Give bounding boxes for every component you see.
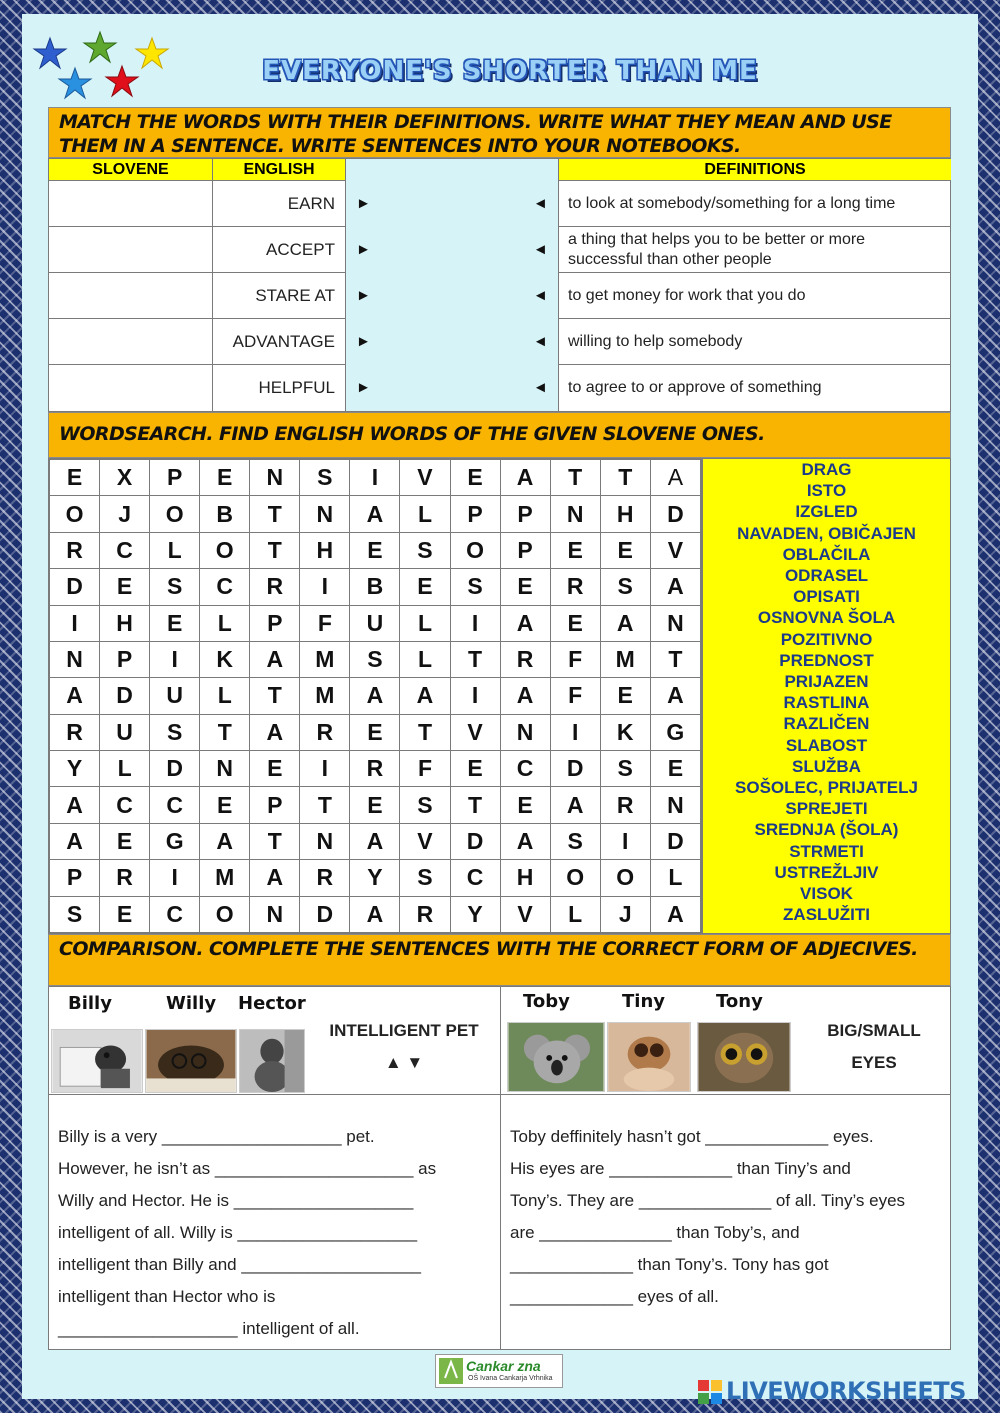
wordsearch-cell[interactable]: L	[400, 641, 450, 677]
wordsearch-cell[interactable]: V	[400, 460, 450, 496]
wordsearch-cell[interactable]: T	[250, 823, 300, 859]
wordsearch-cell[interactable]: Y	[50, 751, 100, 787]
wordlist-item: OPISATI	[793, 587, 860, 607]
wordsearch-cell[interactable]: S	[400, 787, 450, 823]
wordsearch-cell[interactable]: T	[550, 460, 600, 496]
wordsearch-cell[interactable]: S	[50, 896, 100, 933]
wordsearch-cell[interactable]: H	[500, 860, 550, 896]
wordsearch-cell[interactable]: E	[150, 605, 200, 641]
wordlist-item: RAZLIČEN	[783, 714, 870, 734]
intelligent-pet-title: INTELLIGENT PET	[329, 1021, 479, 1040]
wordsearch-cell[interactable]: S	[400, 860, 450, 896]
wordsearch-cell[interactable]: E	[100, 823, 150, 859]
comparison-panel	[48, 986, 951, 1350]
wordsearch-cell[interactable]: C	[450, 860, 500, 896]
wordsearch-cell[interactable]: R	[400, 896, 450, 933]
wordsearch-row	[50, 605, 701, 641]
match-left-arrow-icon[interactable]: ►	[356, 379, 371, 396]
wordsearch-cell[interactable]: P	[100, 641, 150, 677]
wordsearch-row	[50, 787, 701, 823]
wordsearch-cell[interactable]: F	[550, 641, 600, 677]
wordsearch-cell[interactable]: C	[100, 532, 150, 568]
wordsearch-cell[interactable]: I	[350, 460, 400, 496]
wordsearch-cell[interactable]: A	[350, 823, 400, 859]
wordsearch-row	[50, 641, 701, 677]
big-small-title: BIG/SMALL	[827, 1021, 921, 1040]
blue-star-icon	[34, 38, 66, 68]
wordsearch-cell[interactable]: N	[650, 605, 700, 641]
match-left-arrow-icon[interactable]: ►	[356, 241, 371, 258]
slovene-input[interactable]	[49, 319, 213, 365]
wordsearch-cell[interactable]: K	[200, 641, 250, 677]
wordsearch-cell[interactable]: P	[250, 605, 300, 641]
wordsearch-cell[interactable]: N	[300, 496, 350, 532]
school-logo-icon	[439, 1358, 463, 1384]
wordsearch-cell[interactable]: E	[200, 787, 250, 823]
wordsearch-cell[interactable]: A	[650, 678, 700, 714]
row-divider	[49, 1094, 950, 1095]
wordsearch-cell[interactable]: I	[300, 751, 350, 787]
wordlist-item: ISTO	[806, 481, 847, 501]
wordsearch-cell[interactable]: U	[150, 678, 200, 714]
wordsearch-cell[interactable]: N	[250, 896, 300, 933]
tiny-lemur-photo	[607, 1022, 691, 1092]
wordsearch-cell[interactable]: T	[300, 787, 350, 823]
wordsearch-cell[interactable]: A	[50, 823, 100, 859]
wordsearch-cell[interactable]: S	[400, 532, 450, 568]
wordsearch-cell[interactable]: V	[500, 896, 550, 933]
wordsearch-cell[interactable]: I	[450, 605, 500, 641]
wordsearch-cell[interactable]: J	[100, 496, 150, 532]
wordsearch-cell[interactable]: E	[600, 532, 650, 568]
wordsearch-cell[interactable]: E	[350, 532, 400, 568]
wordsearch-cell[interactable]: L	[100, 751, 150, 787]
wordlist-item: IZGLED	[795, 502, 858, 522]
wordsearch-cell[interactable]: P	[500, 496, 550, 532]
right-exercise-text[interactable]	[510, 1121, 946, 1313]
wordsearch-cell[interactable]: O	[550, 860, 600, 896]
wordsearch-cell[interactable]: R	[50, 714, 100, 750]
wordsearch-cell[interactable]: T	[250, 532, 300, 568]
wordsearch-cell[interactable]: C	[500, 751, 550, 787]
wordsearch-cell[interactable]: E	[200, 460, 250, 496]
wordsearch-cell[interactable]: N	[200, 751, 250, 787]
wordsearch-cell[interactable]: A	[500, 823, 550, 859]
wordsearch-cell[interactable]: O	[150, 496, 200, 532]
wordsearch-cell[interactable]: B	[350, 569, 400, 605]
wordsearch-cell[interactable]: N	[550, 496, 600, 532]
match-right-arrow-icon[interactable]: ◄	[533, 195, 548, 212]
wordsearch-cell[interactable]: D	[650, 496, 700, 532]
wordsearch-cell[interactable]: O	[200, 896, 250, 933]
wordsearch-cell[interactable]: G	[650, 714, 700, 750]
wordsearch-row	[50, 569, 701, 605]
wordsearch-cell[interactable]: A	[350, 896, 400, 933]
wordsearch-cell[interactable]: S	[450, 569, 500, 605]
wordsearch-cell[interactable]: D	[300, 896, 350, 933]
wordsearch-cell[interactable]: J	[600, 896, 650, 933]
wordsearch-cell[interactable]: D	[100, 678, 150, 714]
wordsearch-cell[interactable]: M	[600, 641, 650, 677]
wordlist-item: NAVADEN, OBIČAJEN	[737, 523, 916, 543]
wordsearch-cell[interactable]: A	[50, 787, 100, 823]
wordsearch-cell[interactable]: S	[150, 714, 200, 750]
exercise-line[interactable]: Tony’s. They are ______________ of all. Tiny’s eyes	[510, 1191, 906, 1210]
wordsearch-cell[interactable]: R	[550, 569, 600, 605]
wordsearch-cell[interactable]: N	[650, 787, 700, 823]
wordsearch-cell[interactable]: A	[350, 678, 400, 714]
wordsearch-cell[interactable]: L	[200, 678, 250, 714]
wordsearch-cell[interactable]: T	[450, 641, 500, 677]
matching-row	[49, 319, 950, 365]
exercise-line[interactable]: His eyes are _____________ than Tiny’s and	[510, 1159, 851, 1178]
wordsearch-cell[interactable]: I	[300, 569, 350, 605]
english-word: ADVANTAGE	[213, 319, 346, 365]
wordsearch-cell[interactable]: S	[350, 641, 400, 677]
wordsearch-cell[interactable]: A	[350, 496, 400, 532]
wordsearch-cell[interactable]: M	[200, 860, 250, 896]
column-divider	[500, 987, 501, 1349]
match-right-arrow-icon[interactable]: ◄	[533, 333, 548, 350]
wordsearch-cell[interactable]: O	[200, 532, 250, 568]
wordsearch-cell[interactable]: T	[650, 641, 700, 677]
wordsearch-cell[interactable]: L	[200, 605, 250, 641]
wordsearch-cell[interactable]: E	[50, 460, 100, 496]
wordsearch-cell[interactable]: V	[450, 714, 500, 750]
exercise-line[interactable]: Toby deffinitely hasn’t got _____________ eyes.	[510, 1127, 874, 1146]
wordsearch-row	[50, 823, 701, 859]
logo-title: Cankar zna	[466, 1358, 541, 1374]
wordsearch-cell[interactable]: K	[600, 714, 650, 750]
wordsearch-cell[interactable]: H	[300, 532, 350, 568]
wordsearch-cell[interactable]: E	[350, 787, 400, 823]
toby-koala-photo	[507, 1022, 605, 1092]
slovene-input[interactable]	[49, 365, 213, 411]
definition-text: to get money for work that you do	[559, 273, 950, 319]
wordsearch-cell[interactable]: E	[550, 532, 600, 568]
wordsearch-row	[50, 714, 701, 750]
wordsearch-cell[interactable]: A	[650, 896, 700, 933]
wordsearch-cell[interactable]: E	[500, 787, 550, 823]
wordsearch-cell[interactable]: A	[650, 460, 700, 496]
wordsearch-cell[interactable]: E	[550, 605, 600, 641]
wordsearch-cell[interactable]: L	[650, 860, 700, 896]
wordsearch-cell[interactable]: R	[300, 714, 350, 750]
wordsearch-cell[interactable]: P	[50, 860, 100, 896]
wordsearch-cell[interactable]: S	[600, 751, 650, 787]
wordsearch-cell[interactable]: T	[250, 678, 300, 714]
wordsearch-cell[interactable]: C	[100, 787, 150, 823]
english-word: EARN	[213, 181, 346, 227]
wordsearch-word-list	[702, 458, 951, 934]
wordsearch-row	[50, 896, 701, 933]
pet-name-willy: Willy	[166, 993, 217, 1014]
wordsearch-cell[interactable]: S	[600, 569, 650, 605]
pet-name-billy: Billy	[68, 993, 112, 1014]
wordsearch-row	[50, 496, 701, 532]
wordsearch-cell[interactable]: S	[550, 823, 600, 859]
wordsearch-cell[interactable]: F	[400, 751, 450, 787]
matching-row	[49, 181, 950, 227]
wordsearch-cell[interactable]: O	[450, 532, 500, 568]
wordsearch-cell[interactable]: H	[100, 605, 150, 641]
definition-text: to look at somebody/something for a long time	[559, 181, 950, 227]
wordsearch-cell[interactable]: O	[600, 860, 650, 896]
wordsearch-cell[interactable]: F	[550, 678, 600, 714]
wordlist-item: ZASLUŽITI	[783, 905, 870, 925]
wordlist-item: SLABOST	[785, 735, 868, 755]
wordlist-item: POZITIVNO	[780, 629, 873, 649]
wordsearch-cell[interactable]: A	[200, 823, 250, 859]
wordsearch-cell[interactable]: T	[250, 496, 300, 532]
wordsearch-cell[interactable]: E	[250, 751, 300, 787]
pet-name-tony: Tony	[716, 991, 763, 1012]
logo-subtitle: OŠ Ivana Cankarja Vrhnika	[468, 1375, 553, 1382]
comparison-instructions: COMPARISON. COMPLETE THE SENTENCES WITH THE CORRECT FORM OF ADJECIVES.	[48, 934, 951, 986]
wordsearch-cell[interactable]: I	[50, 605, 100, 641]
wordsearch-cell[interactable]: T	[400, 714, 450, 750]
wordsearch-cell[interactable]: G	[150, 823, 200, 859]
wordsearch-cell[interactable]: L	[400, 605, 450, 641]
wordsearch-cell[interactable]: M	[300, 641, 350, 677]
liveworksheets-brand[interactable]: LIVEWORKSHEETS	[726, 1377, 966, 1405]
wordsearch-cell[interactable]: E	[100, 896, 150, 933]
exercise-line[interactable]: Willy and Hector. He is ___________________	[58, 1191, 414, 1210]
wordsearch-cell[interactable]: R	[600, 787, 650, 823]
exercise-line[interactable]: _____________ than Tony’s. Tony has got	[510, 1255, 829, 1274]
wordlist-item: SREDNJA (ŠOLA)	[754, 820, 899, 840]
green-star-icon	[84, 32, 116, 62]
wordsearch-cell[interactable]: E	[500, 569, 550, 605]
red-star-icon	[106, 66, 138, 96]
wordsearch-cell[interactable]: E	[100, 569, 150, 605]
wordsearch-cell[interactable]: L	[150, 532, 200, 568]
wordsearch-cell[interactable]: O	[50, 496, 100, 532]
yellow-star-icon	[136, 38, 168, 68]
slovene-input[interactable]	[49, 181, 213, 227]
wordsearch-cell[interactable]: C	[150, 787, 200, 823]
slovene-input[interactable]	[49, 273, 213, 319]
wordsearch-grid	[48, 458, 702, 934]
slovene-input[interactable]	[49, 227, 213, 273]
wordlist-item: USTREŽLJIV	[774, 862, 879, 882]
wordsearch-cell[interactable]: N	[50, 641, 100, 677]
eyes-title: EYES	[851, 1053, 897, 1072]
wordlist-item: VISOK	[800, 884, 853, 904]
wordsearch-cell[interactable]: N	[250, 460, 300, 496]
wordlist-item: DRAG	[801, 460, 852, 479]
pet-name-toby: Toby	[523, 991, 570, 1012]
wordlist-item: SLUŽBA	[792, 756, 861, 776]
match-left-arrow-icon[interactable]: ►	[356, 195, 371, 212]
wordsearch-cell[interactable]: C	[200, 569, 250, 605]
matching-row	[49, 273, 950, 319]
wordsearch-cell[interactable]: A	[500, 460, 550, 496]
wordlist-item: OBLAČILA	[782, 544, 871, 564]
wordsearch-cell[interactable]: A	[250, 641, 300, 677]
wordsearch-cell[interactable]: T	[200, 714, 250, 750]
wordsearch-cell[interactable]: E	[400, 569, 450, 605]
willy-photo	[145, 1029, 237, 1093]
wordsearch-row	[50, 678, 701, 714]
wordsearch-cell[interactable]: Y	[350, 860, 400, 896]
wordsearch-cell[interactable]: L	[550, 896, 600, 933]
wordsearch-instructions: WORDSEARCH. FIND ENGLISH WORDS OF THE GIVEN SLOVENE ONES.	[48, 412, 951, 458]
match-right-arrow-icon[interactable]: ◄	[533, 379, 548, 396]
wordsearch-cell[interactable]: N	[500, 714, 550, 750]
wordlist-item: SPREJETI	[785, 799, 868, 819]
wordsearch-cell[interactable]: A	[400, 678, 450, 714]
pet-name-hector: Hector	[238, 993, 306, 1014]
wordsearch-cell[interactable]: A	[250, 860, 300, 896]
wordsearch-cell[interactable]: A	[250, 714, 300, 750]
match-left-arrow-icon[interactable]: ►	[356, 333, 371, 350]
wordlist-item: PRIJAZEN	[784, 672, 869, 692]
wordsearch-cell[interactable]: A	[50, 678, 100, 714]
wordsearch-cell[interactable]: F	[300, 605, 350, 641]
wordsearch-cell[interactable]: B	[200, 496, 250, 532]
wordsearch-cell[interactable]: A	[600, 605, 650, 641]
wordlist-item: OSNOVNA ŠOLA	[757, 608, 896, 628]
wordsearch-cell[interactable]: L	[400, 496, 450, 532]
wordsearch-cell[interactable]: I	[550, 714, 600, 750]
wordsearch-cell[interactable]: R	[50, 532, 100, 568]
wordsearch-cell[interactable]: A	[650, 569, 700, 605]
wordsearch-cell[interactable]: U	[100, 714, 150, 750]
exercise-line[interactable]: intelligent than Hector who is	[58, 1287, 276, 1306]
hector-photo	[239, 1029, 305, 1093]
wordsearch-cell[interactable]: S	[150, 569, 200, 605]
header-slovene: SLOVENE	[49, 159, 213, 181]
billy-photo	[51, 1029, 143, 1093]
wordsearch-cell[interactable]: E	[600, 678, 650, 714]
header-english: ENGLISH	[213, 159, 346, 181]
exercise-line[interactable]: However, he isn’t as _____________________ as	[58, 1159, 437, 1178]
wordsearch-cell[interactable]: E	[450, 460, 500, 496]
header-definitions: DEFINITIONS	[559, 159, 951, 181]
wordsearch-cell[interactable]: A	[550, 787, 600, 823]
wordsearch-cell[interactable]: R	[300, 860, 350, 896]
wordlist-item: PREDNOST	[779, 650, 874, 670]
wordsearch-cell[interactable]: P	[500, 532, 550, 568]
english-word: HELPFUL	[213, 365, 346, 411]
wordsearch-cell[interactable]: A	[500, 678, 550, 714]
up-down-arrows-icon: ▲ ▼	[384, 1053, 424, 1072]
wordsearch-cell[interactable]: T	[600, 460, 650, 496]
wordsearch-cell[interactable]: C	[150, 896, 200, 933]
wordsearch-cell[interactable]: P	[450, 496, 500, 532]
left-exercise-text[interactable]	[58, 1121, 488, 1345]
english-word: STARE AT	[213, 273, 346, 319]
wordlist-item: RASTLINA	[783, 693, 870, 713]
definition-text: willing to help somebody	[559, 319, 950, 365]
match-left-arrow-icon[interactable]: ►	[356, 287, 371, 304]
matching-table	[48, 158, 951, 412]
wordsearch-cell[interactable]: E	[650, 751, 700, 787]
exercise-line[interactable]: are ______________ than Toby’s, and	[510, 1223, 800, 1242]
wordsearch-cell[interactable]: M	[300, 678, 350, 714]
wordsearch-cell[interactable]: I	[450, 678, 500, 714]
exercise-line[interactable]: ___________________ intelligent of all.	[58, 1319, 360, 1338]
match-right-arrow-icon[interactable]: ◄	[533, 241, 548, 258]
wordlist-item: SOŠOLEC, PRIJATELJ	[735, 778, 918, 798]
wordsearch-cell[interactable]: E	[450, 751, 500, 787]
wordsearch-cell[interactable]: Y	[450, 896, 500, 933]
wordsearch-cell[interactable]: T	[450, 787, 500, 823]
wordsearch-cell[interactable]: R	[100, 860, 150, 896]
wordsearch-cell[interactable]: I	[600, 823, 650, 859]
page-title: EVERYONE'S SHORTER THAN ME	[262, 56, 758, 86]
wordsearch-cell[interactable]: R	[250, 569, 300, 605]
wordsearch-row	[50, 860, 701, 896]
wordsearch-cell[interactable]: E	[350, 714, 400, 750]
wordsearch-cell[interactable]: D	[450, 823, 500, 859]
wordsearch-cell[interactable]: I	[150, 641, 200, 677]
wordsearch-cell[interactable]: I	[150, 860, 200, 896]
wordsearch-row	[50, 460, 701, 496]
matching-row	[49, 227, 950, 273]
wordsearch-cell[interactable]: X	[100, 460, 150, 496]
pet-name-tiny: Tiny	[622, 991, 665, 1012]
definition-text: to agree to or approve of something	[568, 379, 822, 396]
stars-decoration	[30, 30, 175, 110]
school-logo	[435, 1354, 563, 1388]
exercise-line[interactable]: intelligent than Billy and ___________________	[58, 1255, 421, 1274]
wordlist-item: STRMETI	[789, 841, 864, 861]
wordsearch-cell[interactable]: S	[300, 460, 350, 496]
wordsearch-cell[interactable]: D	[550, 751, 600, 787]
wordsearch-row	[50, 751, 701, 787]
wordsearch-cell[interactable]: P	[250, 787, 300, 823]
wordsearch-row	[50, 532, 701, 568]
matching-instructions: MATCH THE WORDS WITH THEIR DEFINITIONS. WRITE WHAT THEY MEAN AND USE THEM IN A SENTENCE. WRITE SENTENCES INTO YOUR NOTEBOOKS.	[48, 107, 951, 158]
exercise-line[interactable]: intelligent of all. Willy is ___________________	[58, 1223, 418, 1242]
wordsearch-cell[interactable]: R	[350, 751, 400, 787]
wordsearch-cell[interactable]: D	[50, 569, 100, 605]
wordsearch-cell[interactable]: A	[500, 605, 550, 641]
wordsearch-cell[interactable]: U	[350, 605, 400, 641]
wordsearch-cell[interactable]: V	[400, 823, 450, 859]
wordsearch-cell[interactable]: D	[650, 823, 700, 859]
wordsearch-cell[interactable]: P	[150, 460, 200, 496]
exercise-line[interactable]: Billy is a very ___________________ pet.	[58, 1127, 375, 1146]
wordsearch-cell[interactable]: N	[300, 823, 350, 859]
wordsearch-cell[interactable]: R	[500, 641, 550, 677]
match-right-arrow-icon[interactable]: ◄	[533, 287, 548, 304]
liveworksheets-logo-icon	[698, 1380, 722, 1404]
definition-text: a thing that helps you to be better or more successful than other people	[559, 227, 950, 273]
blue-star-small-icon	[59, 68, 91, 98]
matching-row	[49, 365, 950, 411]
wordsearch-cell[interactable]: D	[150, 751, 200, 787]
wordsearch-cell[interactable]: H	[600, 496, 650, 532]
english-word: ACCEPT	[213, 227, 346, 273]
tony-tarsier-photo	[697, 1022, 791, 1092]
exercise-line[interactable]: _____________ eyes of all.	[510, 1287, 719, 1306]
wordsearch-cell[interactable]: V	[650, 532, 700, 568]
wordlist-item: ODRASEL	[784, 566, 869, 586]
